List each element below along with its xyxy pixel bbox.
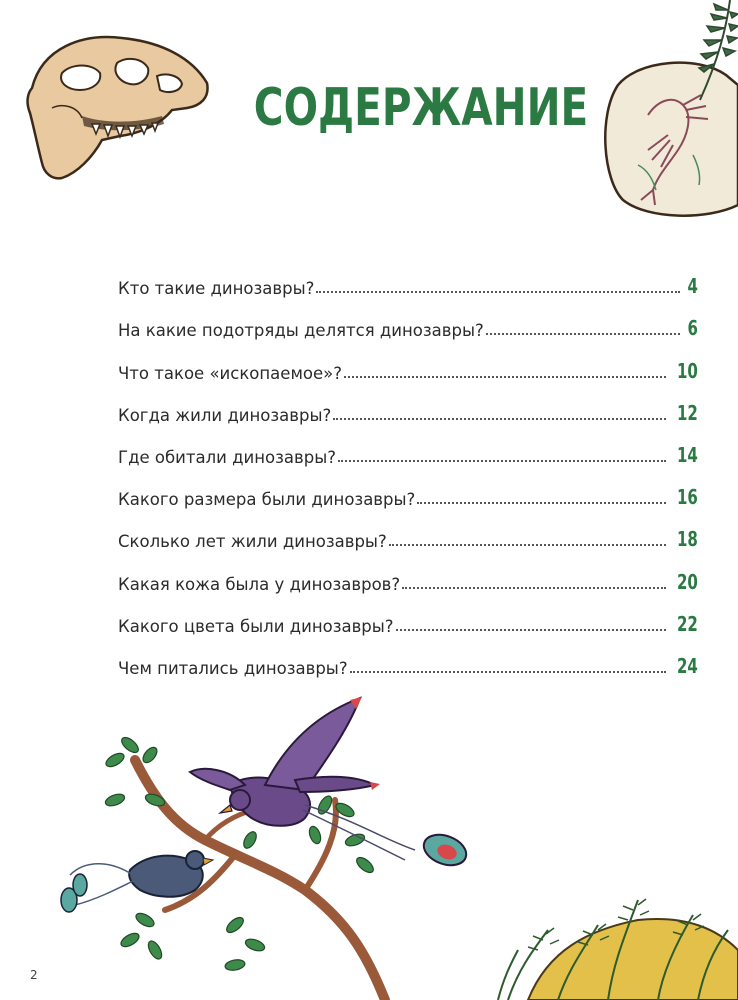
- toc-page-number: 10: [677, 358, 698, 383]
- toc-page-number: 14: [677, 442, 698, 467]
- toc-page-number: 20: [677, 569, 698, 594]
- toc-page-number: 22: [677, 611, 698, 636]
- page-number: 2: [30, 968, 38, 982]
- dot-leader: [417, 501, 666, 504]
- toc-entry[interactable]: [118, 509, 698, 551]
- toc-entry[interactable]: [118, 467, 698, 509]
- dot-leader: [402, 586, 666, 589]
- t-rex-skull-icon: [22, 28, 214, 188]
- page-title: СОДЕРЖАНИЕ: [253, 78, 589, 138]
- toc-page-number: 16: [677, 485, 698, 510]
- toc-entry-title: Где обитали динозавры?: [118, 447, 336, 467]
- bush-icon: [488, 870, 738, 1000]
- toc-entry-title: Какого цвета были динозавры?: [118, 616, 394, 636]
- toc-entry-title: Какого размера были динозавры?: [118, 490, 416, 510]
- dot-leader: [333, 417, 666, 420]
- toc-entry-title: Чем питались динозавры?: [118, 658, 348, 678]
- dot-leader: [396, 628, 667, 631]
- dot-leader: [389, 543, 666, 546]
- toc-entry-title: Кто такие динозавры?: [118, 279, 315, 299]
- dot-leader: [316, 290, 680, 293]
- dot-leader: [338, 459, 666, 462]
- toc-page-number: 4: [687, 274, 698, 299]
- toc-entry[interactable]: [118, 340, 698, 382]
- toc-entry[interactable]: [118, 636, 698, 678]
- birds-on-branch-icon: [55, 690, 495, 1000]
- toc-entry-title: Сколько лет жили динозавры?: [118, 532, 387, 552]
- toc-entry[interactable]: [118, 256, 698, 298]
- fern-branch-icon: [660, 0, 738, 110]
- toc-page-number: 6: [687, 316, 698, 341]
- dot-leader: [350, 670, 667, 673]
- table-of-contents: [118, 256, 698, 678]
- toc-entry[interactable]: [118, 551, 698, 593]
- toc-page-number: 12: [677, 400, 698, 425]
- toc-entry-title: Какая кожа была у динозавров?: [118, 574, 401, 594]
- toc-entry[interactable]: [118, 383, 698, 425]
- dot-leader: [486, 332, 680, 335]
- toc-page-number: 18: [677, 527, 698, 552]
- toc-entry-title: Когда жили динозавры?: [118, 405, 332, 425]
- toc-entry-title: На какие подотряды делятся динозавры?: [118, 321, 484, 341]
- toc-entry-title: Что такое «ископаемое»?: [118, 363, 342, 383]
- toc-entry[interactable]: [118, 298, 698, 340]
- toc-page-number: 24: [677, 653, 698, 678]
- dot-leader: [344, 375, 666, 378]
- toc-entry[interactable]: [118, 594, 698, 636]
- toc-entry[interactable]: [118, 425, 698, 467]
